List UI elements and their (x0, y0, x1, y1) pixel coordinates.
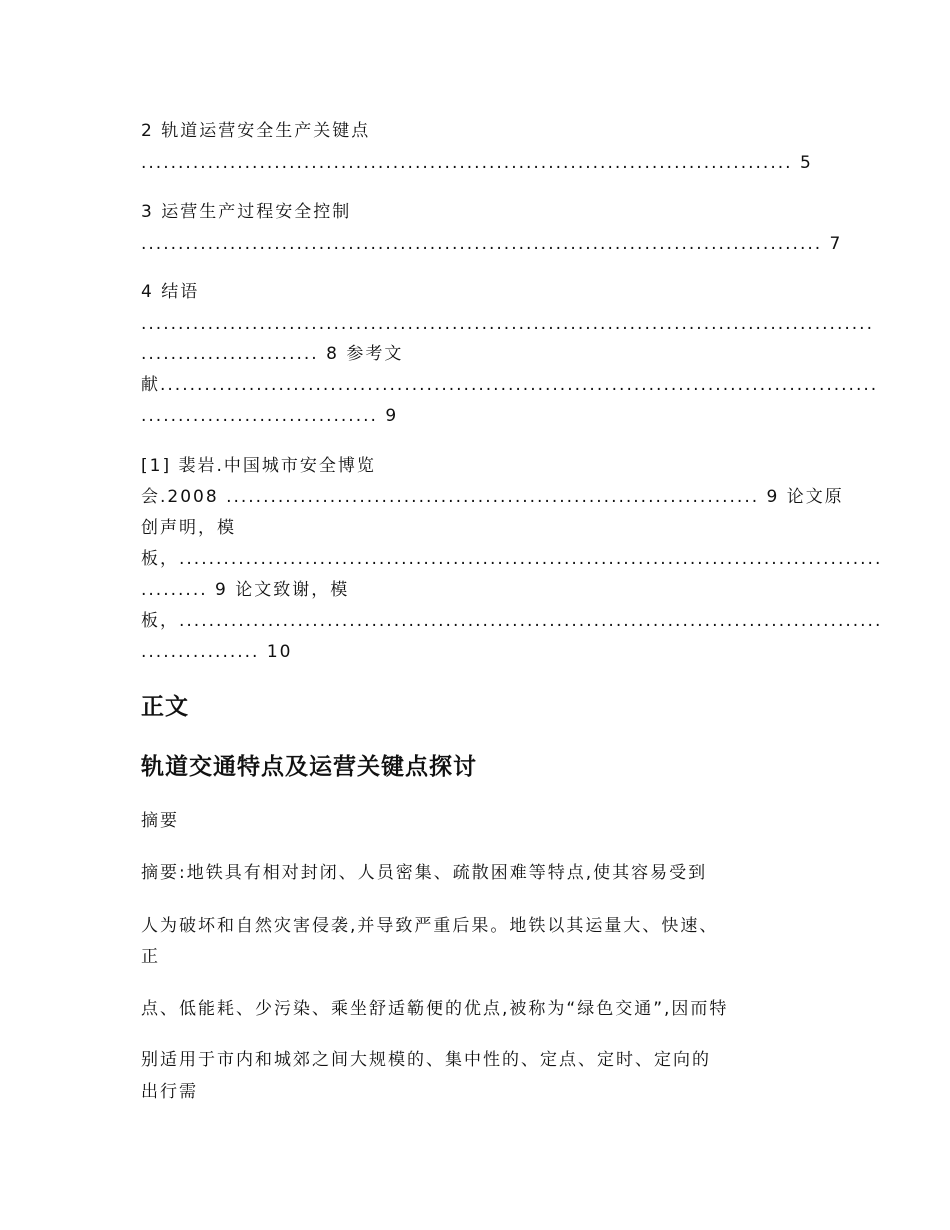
toc-leader-declaration: 板，............................................................................................... (141, 549, 883, 569)
toc-leader-ref-1: 会.2008 ........................................................................ 9 论文原 (141, 487, 844, 507)
toc-entry-4: 4 结语 (141, 282, 200, 302)
paragraph-line: 出行需 (141, 1082, 198, 1102)
abstract-heading: 摘要 (141, 811, 179, 831)
article-title: 轨道交通特点及运营关键点探讨 (141, 754, 477, 780)
toc-entry-2: 2 轨道运营安全生产关键点 (141, 121, 371, 141)
toc-leader-4b: ........................ 8 参考文 (141, 344, 404, 364)
toc-leader-2: ........................................................................................ 5 (141, 153, 813, 173)
toc-entry-declaration: 创声明，模 (141, 518, 236, 538)
paragraph-line: 摘要:地铁具有相对封闭、人员密集、疏散困难等特点,使其容易受到 (141, 863, 708, 883)
toc-leader-acknowledgement: 板，............................................................................................... (141, 611, 883, 631)
paragraph-line: 别适用于市内和城郊之间大规模的、集中性的、定点、定时、定向的 (141, 1050, 711, 1070)
toc-leader-references: ................................ 9 (141, 406, 399, 426)
section-title: 正文 (141, 694, 189, 720)
paragraph-line: 人为破坏和自然灾害侵袭,并导致严重后果。地铁以其运量大、快速、 (141, 916, 719, 936)
toc-entry-3: 3 运营生产过程安全控制 (141, 202, 352, 222)
toc-leader-4a: ................................................................................................... (141, 314, 874, 334)
toc-entry-ref-1: [1] 裴岩.中国城市安全博览 (141, 456, 376, 476)
paragraph-line: 点、低能耗、少污染、乘坐舒适簕便的优点,被称为“绿色交通”,因而特 (141, 999, 729, 1019)
toc-leader-3: ............................................................................................ 7 (141, 234, 843, 254)
toc-entry-acknowledgement: ......... 9 论文致谢，模 (141, 580, 350, 600)
toc-leader-end: ................ 10 (141, 642, 293, 662)
toc-entry-references: 献................................................................................................. (141, 375, 879, 395)
paragraph-line: 正 (141, 947, 160, 967)
